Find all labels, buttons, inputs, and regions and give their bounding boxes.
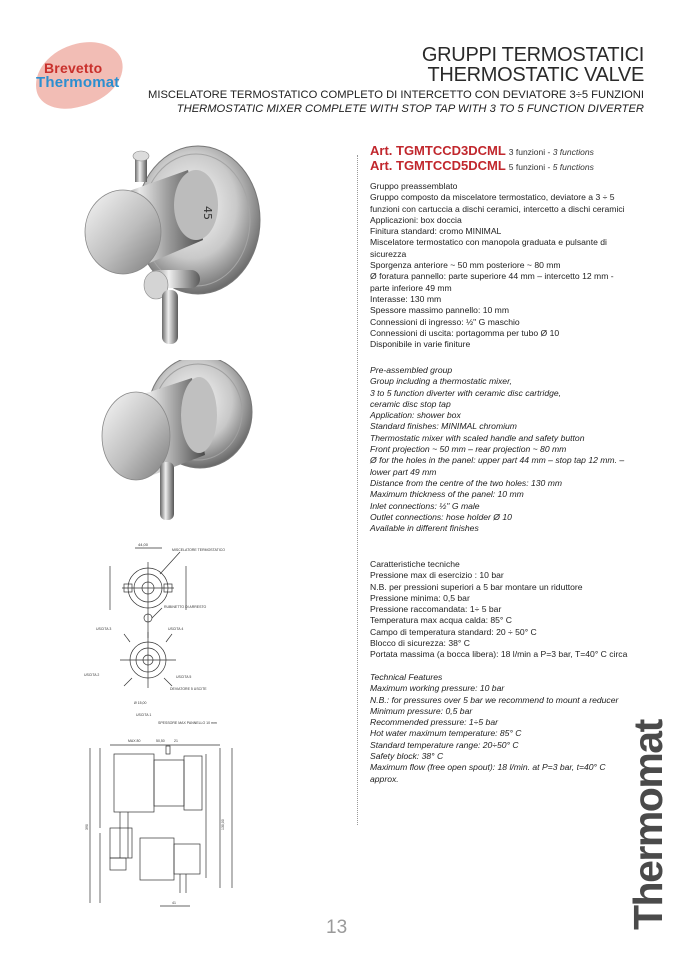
- text-line: Miscelatore termostatico con manopola graduata e pulsante di: [370, 237, 607, 248]
- text-line: Hot water maximum temperature: 85° C: [370, 728, 522, 739]
- article-row: [370, 144, 594, 159]
- text-line: sicurezza: [370, 248, 407, 259]
- text-line: Pressione minima: 0,5 bar: [370, 592, 470, 603]
- text-line: Ø for the holes in the panel: upper part 44 mm – stop tap 12 mm. –: [370, 455, 625, 466]
- text-line: lower part 49 mm: [370, 466, 437, 477]
- text-line: Portata massima (a bocca libera): 18 l/min a P=3 bar, T=40° C circa: [370, 649, 628, 660]
- text-line: Connessioni di uscita: portagomma per tubo Ø 10: [370, 327, 560, 338]
- label-uscita5: USCITA 5: [176, 675, 192, 679]
- text-line: approx.: [370, 773, 399, 784]
- article-desc-it: 3 funzioni -: [508, 147, 553, 157]
- page-number: 13: [326, 917, 348, 938]
- text-line: Group including a thermostatic mixer,: [370, 376, 512, 387]
- dim-390: 390: [85, 824, 89, 830]
- text-line: Ø foratura pannello: parte superiore 44 mm – intercetto 12 mm -: [370, 271, 614, 282]
- text-line: Temperatura max acqua calda: 85° C: [370, 615, 512, 626]
- text-line: Connessioni di ingresso: ½" G maschio: [370, 316, 520, 327]
- dim-5050: 50,50: [156, 739, 165, 743]
- label-uscita1: USCITA 1: [136, 713, 152, 717]
- text-line: Maximum working pressure: 10 bar: [370, 683, 505, 694]
- label-uscita3: USCITA 3: [96, 627, 112, 631]
- text-line: Applicazioni: box doccia: [370, 214, 462, 225]
- text-line: Spessore massimo pannello: 10 mm: [370, 305, 509, 316]
- label-uscita4: USCITA 4: [168, 627, 184, 631]
- text-line: Pre-assembled group: [370, 365, 453, 375]
- text-line: Gruppo composto da miscelatore termostatico, deviatore a 3 ÷ 5: [370, 192, 615, 203]
- text-line: Thermostatic mixer with scaled handle and safety button: [370, 432, 585, 443]
- text-line: Caratteristiche tecniche: [370, 559, 460, 569]
- text-line: Safety block: 38° C: [370, 751, 444, 762]
- title-it: GRUPPI TERMOSTATICI: [421, 44, 644, 66]
- article-desc-en: 3 functions: [552, 147, 594, 157]
- technical-drawing-side-view: [80, 718, 262, 913]
- text-line: Front projection ~ 50 mm – rear projection ~ 80 mm: [370, 444, 567, 455]
- description-en: [370, 365, 642, 534]
- text-line: N.B. per pressioni superiori a 5 bar montare un riduttore: [370, 581, 583, 592]
- tech-specs-it: [370, 559, 642, 661]
- article-code: Art. TGMTCCD3DCML: [370, 143, 506, 158]
- text-line: Standard finishes: MINIMAL chromium: [370, 421, 517, 432]
- text-line: Interasse: 130 mm: [370, 293, 442, 304]
- text-line: Inlet connections: ½" G male: [370, 500, 480, 511]
- technical-drawing-top-view: [80, 538, 262, 720]
- text-line: N.B.: for pressures over 5 bar we recommend to mount a reducer: [370, 694, 619, 705]
- article-desc-en: 5 functions: [552, 162, 594, 172]
- text-line: Disponibile in varie finiture: [370, 339, 471, 350]
- label-deviatore: DEVIATORE 5 USCITE: [170, 687, 207, 691]
- dim-130: 130,00: [221, 819, 225, 830]
- brand-wordmark: Thermomat: [625, 720, 671, 930]
- dim-top: 44,00: [138, 542, 149, 547]
- text-line: Blocco di sicurezza: 38° C: [370, 638, 470, 649]
- text-line: Application: shower box: [370, 410, 461, 421]
- text-line: Sporgenza anteriore ~ 50 mm posteriore ~ 80 mm: [370, 260, 561, 271]
- page-header: [148, 45, 644, 116]
- label-dia-bottom: Ø 15,00: [134, 701, 147, 705]
- text-line: ceramic disc stop tap: [370, 398, 451, 409]
- text-line: Finitura standard: cromo MINIMAL: [370, 226, 502, 237]
- text-line: Standard temperature range: 20÷50° C: [370, 739, 519, 750]
- text-line: Minimum pressure: 0,5 bar: [370, 705, 473, 716]
- text-line: Pressione raccomandata: 1÷ 5 bar: [370, 604, 502, 615]
- text-line: Maximum flow (free open spout): 18 l/min. at P=3 bar, t=40° C: [370, 762, 606, 773]
- text-line: Outlet connections: hose holder Ø 10: [370, 511, 512, 522]
- text-line: Available in different finishes: [370, 523, 479, 534]
- logo-line1: Brevetto: [44, 60, 103, 76]
- column-divider: [357, 155, 358, 825]
- tech-specs-en: [370, 672, 642, 785]
- dial-number: 45: [201, 206, 214, 220]
- brand-logo: [28, 42, 128, 108]
- text-line: Pressione max di esercizio : 10 bar: [370, 570, 504, 581]
- article-desc-it: 5 funzioni -: [508, 162, 553, 172]
- label-rubinetto: RUBINETTO DI ARRESTO: [164, 605, 207, 609]
- text-line: parte inferiore 49 mm: [370, 282, 452, 293]
- subtitle-it: MISCELATORE TERMOSTATICO COMPLETO DI INTERCETTO CON DEVIATORE 3÷5 FUNZIONI: [148, 89, 644, 101]
- product-photo-diverter: [100, 360, 260, 525]
- title-en: THERMOSTATIC VALVE: [427, 64, 644, 86]
- text-line: Campo di temperatura standard: 20 ÷ 50° C: [370, 626, 537, 637]
- text-line: 3 to 5 function diverter with ceramic disc cartridge,: [370, 387, 562, 398]
- dim-41: 41: [172, 901, 176, 905]
- text-line: Distance from the centre of the two holes: 130 mm: [370, 477, 563, 488]
- text-line: Maximum thickness of the panel: 10 mm: [370, 489, 524, 500]
- text-line: Gruppo preassemblato: [370, 181, 458, 191]
- product-photo-mixer-with-stop-tap: [78, 140, 278, 350]
- article-row: [370, 159, 594, 174]
- subtitle-en: THERMOSTATIC MIXER COMPLETE WITH STOP TAP WITH 3 TO 5 FUNCTION DIVERTER: [176, 103, 644, 115]
- text-line: funzioni con cartuccia a dischi ceramici, intercetto a dischi ceramici: [370, 203, 625, 214]
- description-it: [370, 181, 642, 350]
- label-uscita2: USCITA 2: [84, 673, 100, 677]
- text-line: Recommended pressure: 1÷5 bar: [370, 717, 498, 728]
- dim-21: 21: [174, 739, 178, 743]
- label-spessore: SPESSORE MAX PANNELLO 10 mm: [158, 721, 217, 725]
- label-miscelatore: MISCELATORE TERMOSTATICO: [172, 548, 225, 552]
- text-line: Technical Features: [370, 672, 443, 682]
- article-codes: [370, 144, 594, 174]
- dim-max80: MAX 80: [128, 739, 141, 743]
- article-code: Art. TGMTCCD5DCML: [370, 158, 506, 173]
- logo-line2: Thermomat: [36, 74, 120, 91]
